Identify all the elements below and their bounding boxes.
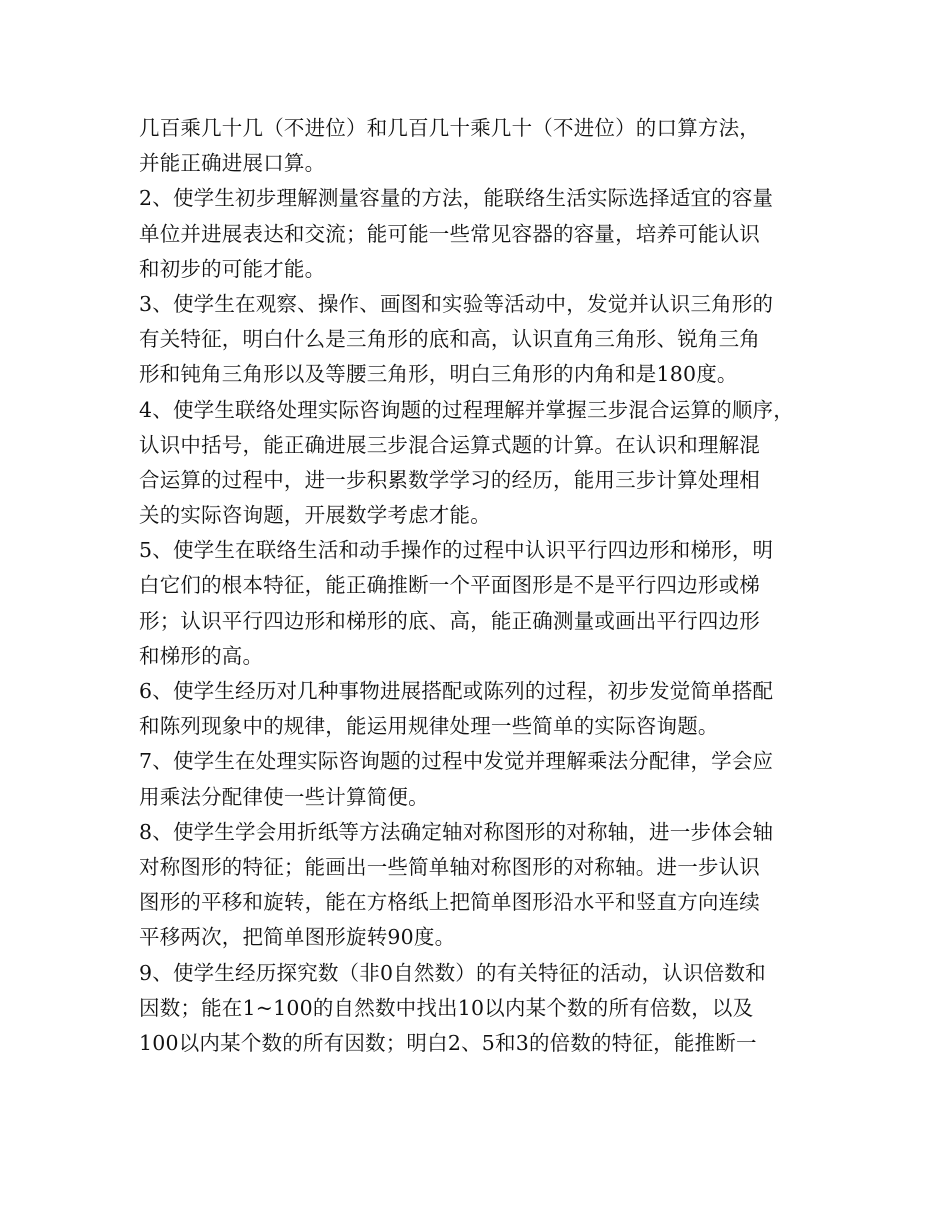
text-line: 关的实际咨询题，开展数学考虑才能。 (139, 503, 491, 528)
text-line: 和陈列现象中的规律，能运用规律处理一些简单的实际咨询题。 (139, 714, 719, 739)
text-line: 白它们的根本特征，能正确推断一个平面图形是不是平行四边形或梯 (139, 573, 760, 598)
text-line: 100以内某个数的所有因数；明白2、5和3的倍数的特征，能推断一 (139, 1030, 757, 1055)
paragraph-p3 (139, 287, 819, 393)
paragraph-p8 (139, 815, 819, 956)
text-line: 5、使学生在联络生活和动手操作的过程中认识平行四边形和梯形，明 (139, 538, 774, 563)
text-line: 并能正确进展口算。 (139, 151, 326, 176)
text-line: 8、使学生学会用折纸等方法确定轴对称图形的对称轴，进一步体会轴 (139, 819, 774, 844)
paragraph-p9 (139, 956, 819, 1062)
text-line: 用乘法分配律使一些计算简便。 (139, 784, 429, 809)
text-line: 因数；能在1~100的自然数中找出10以内某个数的所有倍数，以及 (139, 995, 754, 1020)
text-line: 合运算的过程中，进一步积累数学学习的经历，能用三步计算处理相 (139, 467, 760, 492)
paragraph-p6 (139, 674, 819, 744)
paragraph-p5 (139, 533, 819, 674)
text-line: 形；认识平行四边形和梯形的底、高，能正确测量或画出平行四边形 (139, 608, 760, 633)
text-line: 和梯形的高。 (139, 643, 264, 668)
paragraph-p1 (139, 111, 819, 181)
text-line: 几百乘几十几（不进位）和几百几十乘几十（不进位）的口算方法， (139, 116, 760, 140)
paragraph-p2 (139, 181, 819, 287)
text-line: 9、使学生经历探究数（非0自然数）的有关特征的活动，认识倍数和 (139, 960, 766, 985)
text-line: 3、使学生在观察、操作、画图和实验等活动中，发觉并认识三角形的 (139, 291, 774, 316)
paragraph-p4 (139, 393, 819, 534)
text-line: 单位并进展表达和交流；能可能一些常见容器的容量，培养可能认识 (139, 221, 760, 246)
document-body (139, 111, 819, 1061)
text-line: 6、使学生经历对几种事物进展搭配或陈列的过程，初步发觉简单搭配 (139, 679, 774, 703)
text-line: 2、使学生初步理解测量容量的方法，能联络生活实际选择适宜的容量 (139, 186, 774, 211)
text-line: 对称图形的特征；能画出一些简单轴对称图形的对称轴。进一步认识 (139, 854, 760, 879)
text-line: 和初步的可能才能。 (139, 256, 326, 281)
paragraph-p7 (139, 744, 819, 814)
text-line: 平移两次，把简单图形旋转90度。 (139, 925, 456, 950)
text-line: 形和钝角三角形以及等腰三角形，明白三角形的内角和是180度。 (139, 362, 738, 387)
text-line: 图形的平移和旋转，能在方格纸上把简单图形沿水平和竖直方向连续 (139, 890, 760, 915)
text-line: 7、使学生在处理实际咨询题的过程中发觉并理解乘法分配律，学会应 (139, 749, 774, 774)
text-line: 认识中括号，能正确进展三步混合运算式题的计算。在认识和理解混 (139, 432, 760, 457)
text-line: 有关特征，明白什么是三角形的底和高，认识直角三角形、锐角三角 (139, 327, 760, 352)
text-line: 4、使学生联络处理实际咨询题的过程理解并掌握三步混合运算的顺序， (139, 397, 794, 422)
